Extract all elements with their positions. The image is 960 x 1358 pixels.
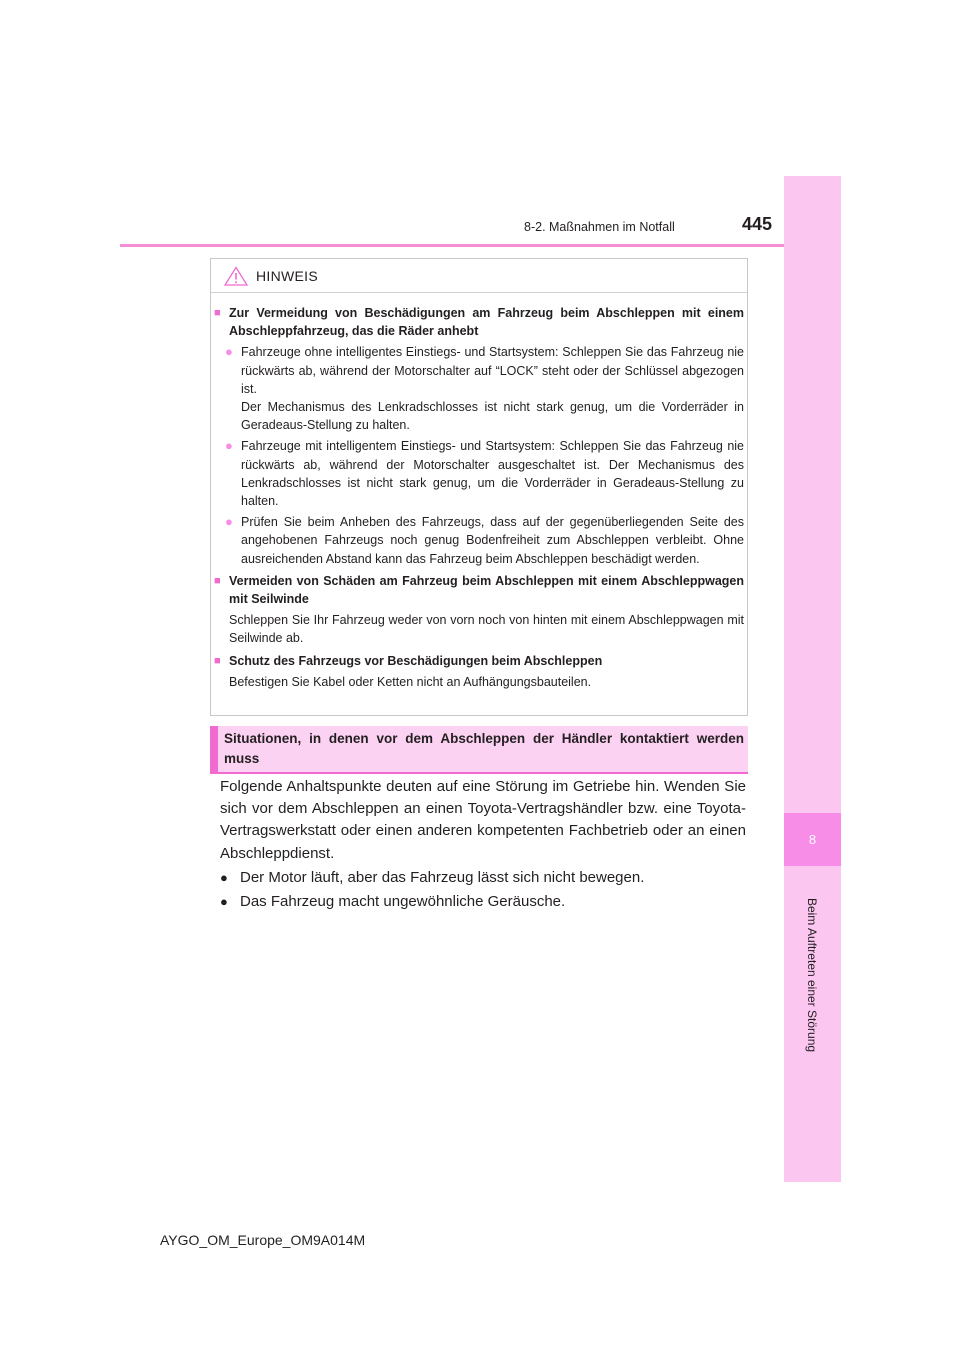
caution-bullet: ● Fahrzeuge mit intelligentem Einstiegs- und Startsystem: Schleppen Sie das Fahrzeug nie rückwärts ab, während der Motorschalter ausgeschaltet ist. Der Mechanismus des Lenkradschlosses ist nicht stark genug, um die Vorderräder in Geradeaus-Stellung zu halten. <box>214 437 744 510</box>
body-content <box>220 776 746 913</box>
body-bullet: ● Der Motor läuft, aber das Fahrzeug lässt sich nicht bewegen. <box>220 867 746 889</box>
caution-title: HINWEIS <box>256 268 318 284</box>
section-title: 8-2. Maßnahmen im Notfall <box>524 220 675 234</box>
header-divider <box>120 244 840 247</box>
body-bullet: ● Das Fahrzeug macht ungewöhnliche Geräusche. <box>220 891 746 913</box>
bullet-text-continued: Der Mechanismus des Lenkradschlosses ist nicht stark genug, um die Vorderräder in Geradeaus-Stellung zu halten. <box>241 400 744 433</box>
document-code: AYGO_OM_Europe_OM9A014M <box>160 1232 366 1248</box>
caution-content <box>214 300 744 691</box>
square-bullet-icon: ■ <box>214 307 221 319</box>
section-heading: Situationen, in denen vor dem Abschleppen der Händler kontaktiert werden muss <box>224 731 744 766</box>
caution-text: Befestigen Sie Kabel oder Ketten nicht an Aufhängungsbauteilen. <box>229 674 592 689</box>
square-bullet-icon: ■ <box>214 654 221 667</box>
caution-text: Schleppen Sie Ihr Fahrzeug weder von vorn noch von hinten mit einem Abschleppwagen mit Seilwinde ab. <box>229 613 744 646</box>
page-number: 445 <box>742 214 773 234</box>
square-bullet-icon: ■ <box>214 574 221 587</box>
warning-triangle-icon <box>224 266 248 286</box>
round-bullet-icon: ● <box>225 514 233 530</box>
body-paragraph: Folgende Anhaltspunkte deuten auf eine Störung im Getriebe hin. Wenden Sie sich vor dem Abschleppen an einen Toyota-Vertragshändler bzw. eine Toyota-Vertragswerkstatt oder einen anderen kompetenten Fachbetrieb oder an einen Abschleppdienst. <box>220 778 746 862</box>
round-bullet-icon: ● <box>225 438 233 454</box>
caution-bullet: ● Prüfen Sie beim Anheben des Fahrzeugs, dass auf der gegenüberliegenden Seite des angehobenen Fahrzeugs noch genug Bodenfreiheit zum Abschleppen verbleibt. Ohne ausreichenden Abstand kann das Fahrzeug beim Abschleppen beschädigt werden. <box>214 513 744 568</box>
round-bullet-icon: ● <box>220 894 228 910</box>
caution-subheading: ■ Schutz des Fahrzeugs vor Beschädigungen beim Abschleppen <box>214 652 744 670</box>
round-bullet-icon: ● <box>220 869 228 885</box>
section-heading-divider <box>210 772 748 774</box>
caution-subheading: ■ Vermeiden von Schäden am Fahrzeug beim Abschleppen mit einem Abschleppwagen mit Seilwinde <box>214 572 744 608</box>
caution-header <box>224 264 318 288</box>
chapter-number-tab: 8 <box>784 813 841 866</box>
caution-divider <box>211 292 747 293</box>
bullet-text: Fahrzeuge ohne intelligentes Einstiegs- und Startsystem: Schleppen Sie das Fahrzeug nie rückwärts ab, während der Motorschalter auf “LOCK” steht oder der Schlüssel abgezogen ist. <box>241 345 744 396</box>
caution-subheading: ■ Zur Vermeidung von Beschädigungen am Fahrzeug beim Abschleppen mit einem Abschleppfahrzeug, das die Räder anhebt <box>214 304 744 340</box>
caution-bullet <box>214 343 744 434</box>
chapter-label: Beim Auftreten einer Störung <box>805 897 819 1053</box>
round-bullet-icon: ● <box>225 344 233 360</box>
